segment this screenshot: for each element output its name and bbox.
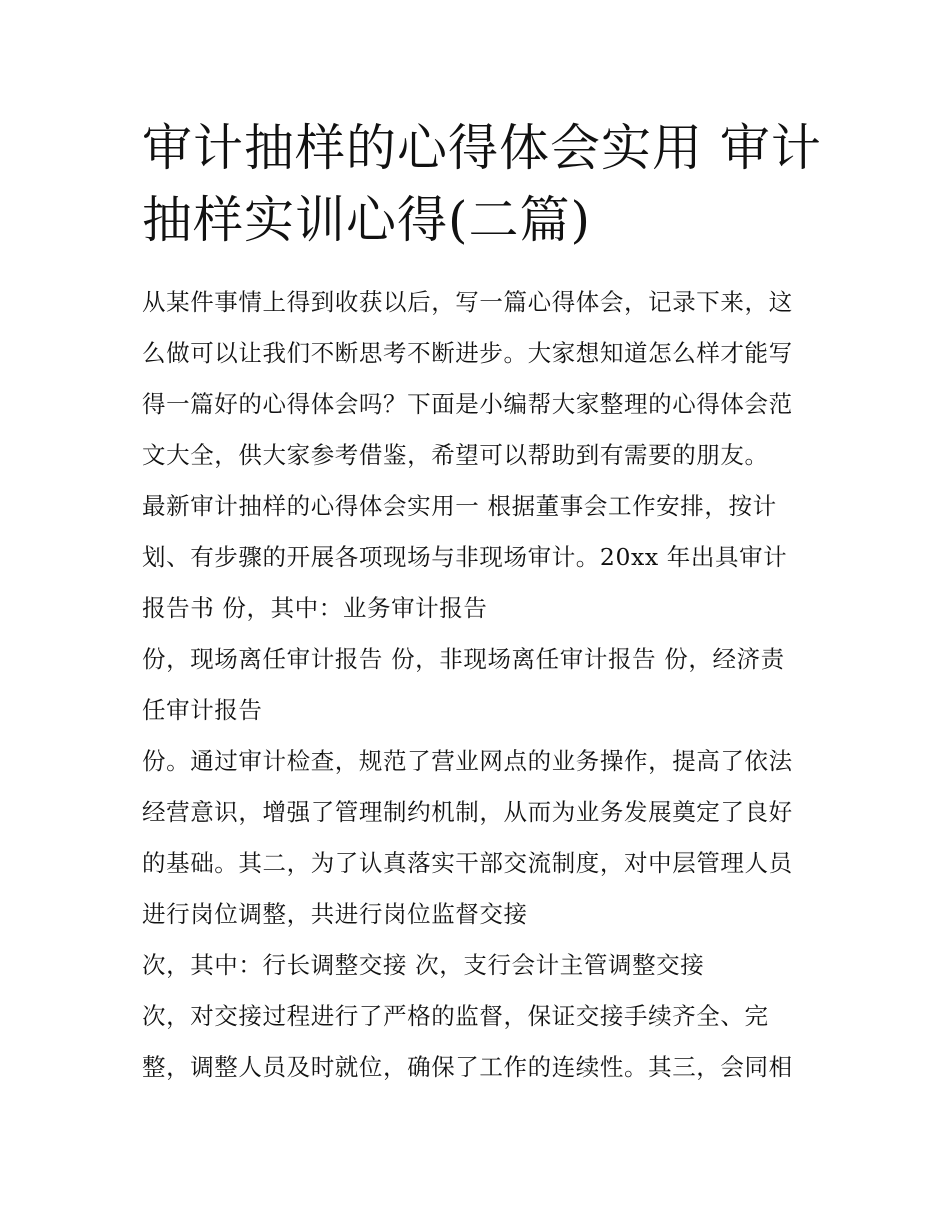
body-line: 划、有步骤的开展各项现场与非现场审计。20xx 年出具审计 — [142, 543, 788, 571]
body-line: 最新审计抽样的心得体会实用一 根据董事会工作安排，按计 — [142, 492, 777, 520]
body-line: 文大全，供大家参考借鉴，希望可以帮助到有需要的朋友。 — [142, 441, 769, 469]
body-line: 经营意识，增强了管理制约机制，从而为业务发展奠定了良好 — [142, 798, 793, 826]
body-line: 的基础。其二，为了认真落实干部交流制度，对中层管理人员 — [142, 849, 793, 877]
document-title — [142, 112, 822, 256]
body-line: 份。通过审计检查，规范了营业网点的业务操作，提高了依法 — [142, 747, 793, 775]
title-line: 审计抽样的心得体会实用 审计 — [142, 119, 822, 177]
body-line: 报告书 份，其中：业务审计报告 — [142, 594, 488, 622]
body-line: 次，其中：行长调整交接 次，支行会计主管调整交接 — [142, 951, 705, 979]
document-body — [142, 277, 822, 1093]
body-line: 从某件事情上得到收获以后，写一篇心得体会，记录下来，这 — [142, 288, 793, 316]
body-line: 进行岗位调整，共进行岗位监督交接 — [142, 900, 528, 928]
body-line: 整，调整人员及时就位，确保了工作的连续性。其三，会同相 — [142, 1053, 793, 1081]
body-line: 份，现场离任审计报告 份，非现场离任审计报告 份，经济责 — [142, 645, 785, 673]
title-line: 抽样实训心得(二篇) — [142, 191, 592, 249]
body-line: 得一篇好的心得体会吗？下面是小编帮大家整理的心得体会范 — [142, 390, 793, 418]
body-line: 么做可以让我们不断思考不断进步。大家想知道怎么样才能写 — [142, 339, 793, 367]
body-line: 次，对交接过程进行了严格的监督，保证交接手续齐全、完 — [142, 1002, 769, 1030]
body-line: 任审计报告 — [142, 696, 263, 724]
